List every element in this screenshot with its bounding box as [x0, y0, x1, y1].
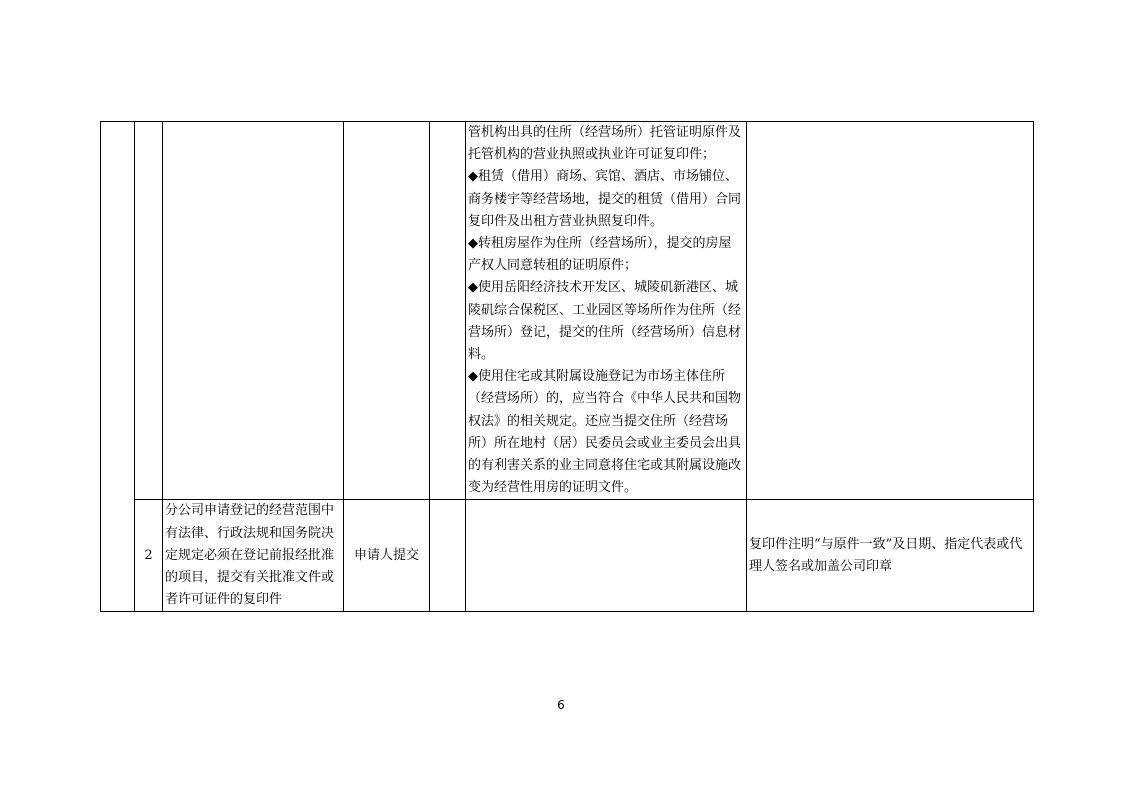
materials-line: ◆使用岳阳经济技术开发区、城陵矶新港区、城陵矶综合保税区、工业园区等场所作为住所（经营场所）登记，提交的住所（经营场所）信息材料。 — [468, 280, 742, 363]
table-cell-materials — [466, 122, 747, 500]
materials-line: ◆转租房屋作为住所（经营场所），提交的房屋产权人同意转租的证明原件； — [468, 236, 732, 274]
table-cell-category — [101, 122, 135, 612]
table-cell-source: 申请人提交 — [344, 500, 430, 612]
materials-line: ◆租赁（借用）商场、宾馆、酒店、市场铺位、商务楼宇等经营场地，提交的租赁（借用）合同复印件及出租方营业执照复印件。 — [468, 169, 742, 229]
page-number: 6 — [557, 698, 565, 712]
table-cell-source — [344, 122, 430, 500]
requirements-table — [100, 121, 1034, 612]
table-cell-item: 分公司申请登记的经营范围中有法律、行政法规和国务院决定规定必须在登记前报经批准的项目，提交有关批准文件或者许可证件的复印件 — [163, 500, 344, 612]
table-cell-item — [163, 122, 344, 500]
materials-line: ◆使用住宅或其附属设施登记为市场主体住所（经营场所）的，应当符合《中华人民共和国物权法》的相关规定。还应当提交住所（经营场所）所在地村（居）民委员会或业主委员会出具的有利害关系的业主同意将住宅或其附属设施改变为经营性用房的证明文件。 — [468, 369, 742, 496]
table-cell-materials — [466, 500, 747, 612]
table-cell-copies — [430, 122, 466, 500]
table-row — [101, 500, 1034, 612]
materials-line: 管机构出具的住所（经营场所）托管证明原件及托管机构的营业执照或执业许可证复印件； — [468, 125, 742, 163]
table-cell-note — [747, 122, 1034, 500]
row-number: 2 — [135, 500, 163, 612]
table-cell-copies — [430, 500, 466, 612]
table-cell-note: 复印件注明“与原件一致”及日期、指定代表或代理人签名或加盖公司印章 — [747, 500, 1034, 612]
table-row — [101, 122, 1034, 500]
table-cell-number — [135, 122, 163, 500]
